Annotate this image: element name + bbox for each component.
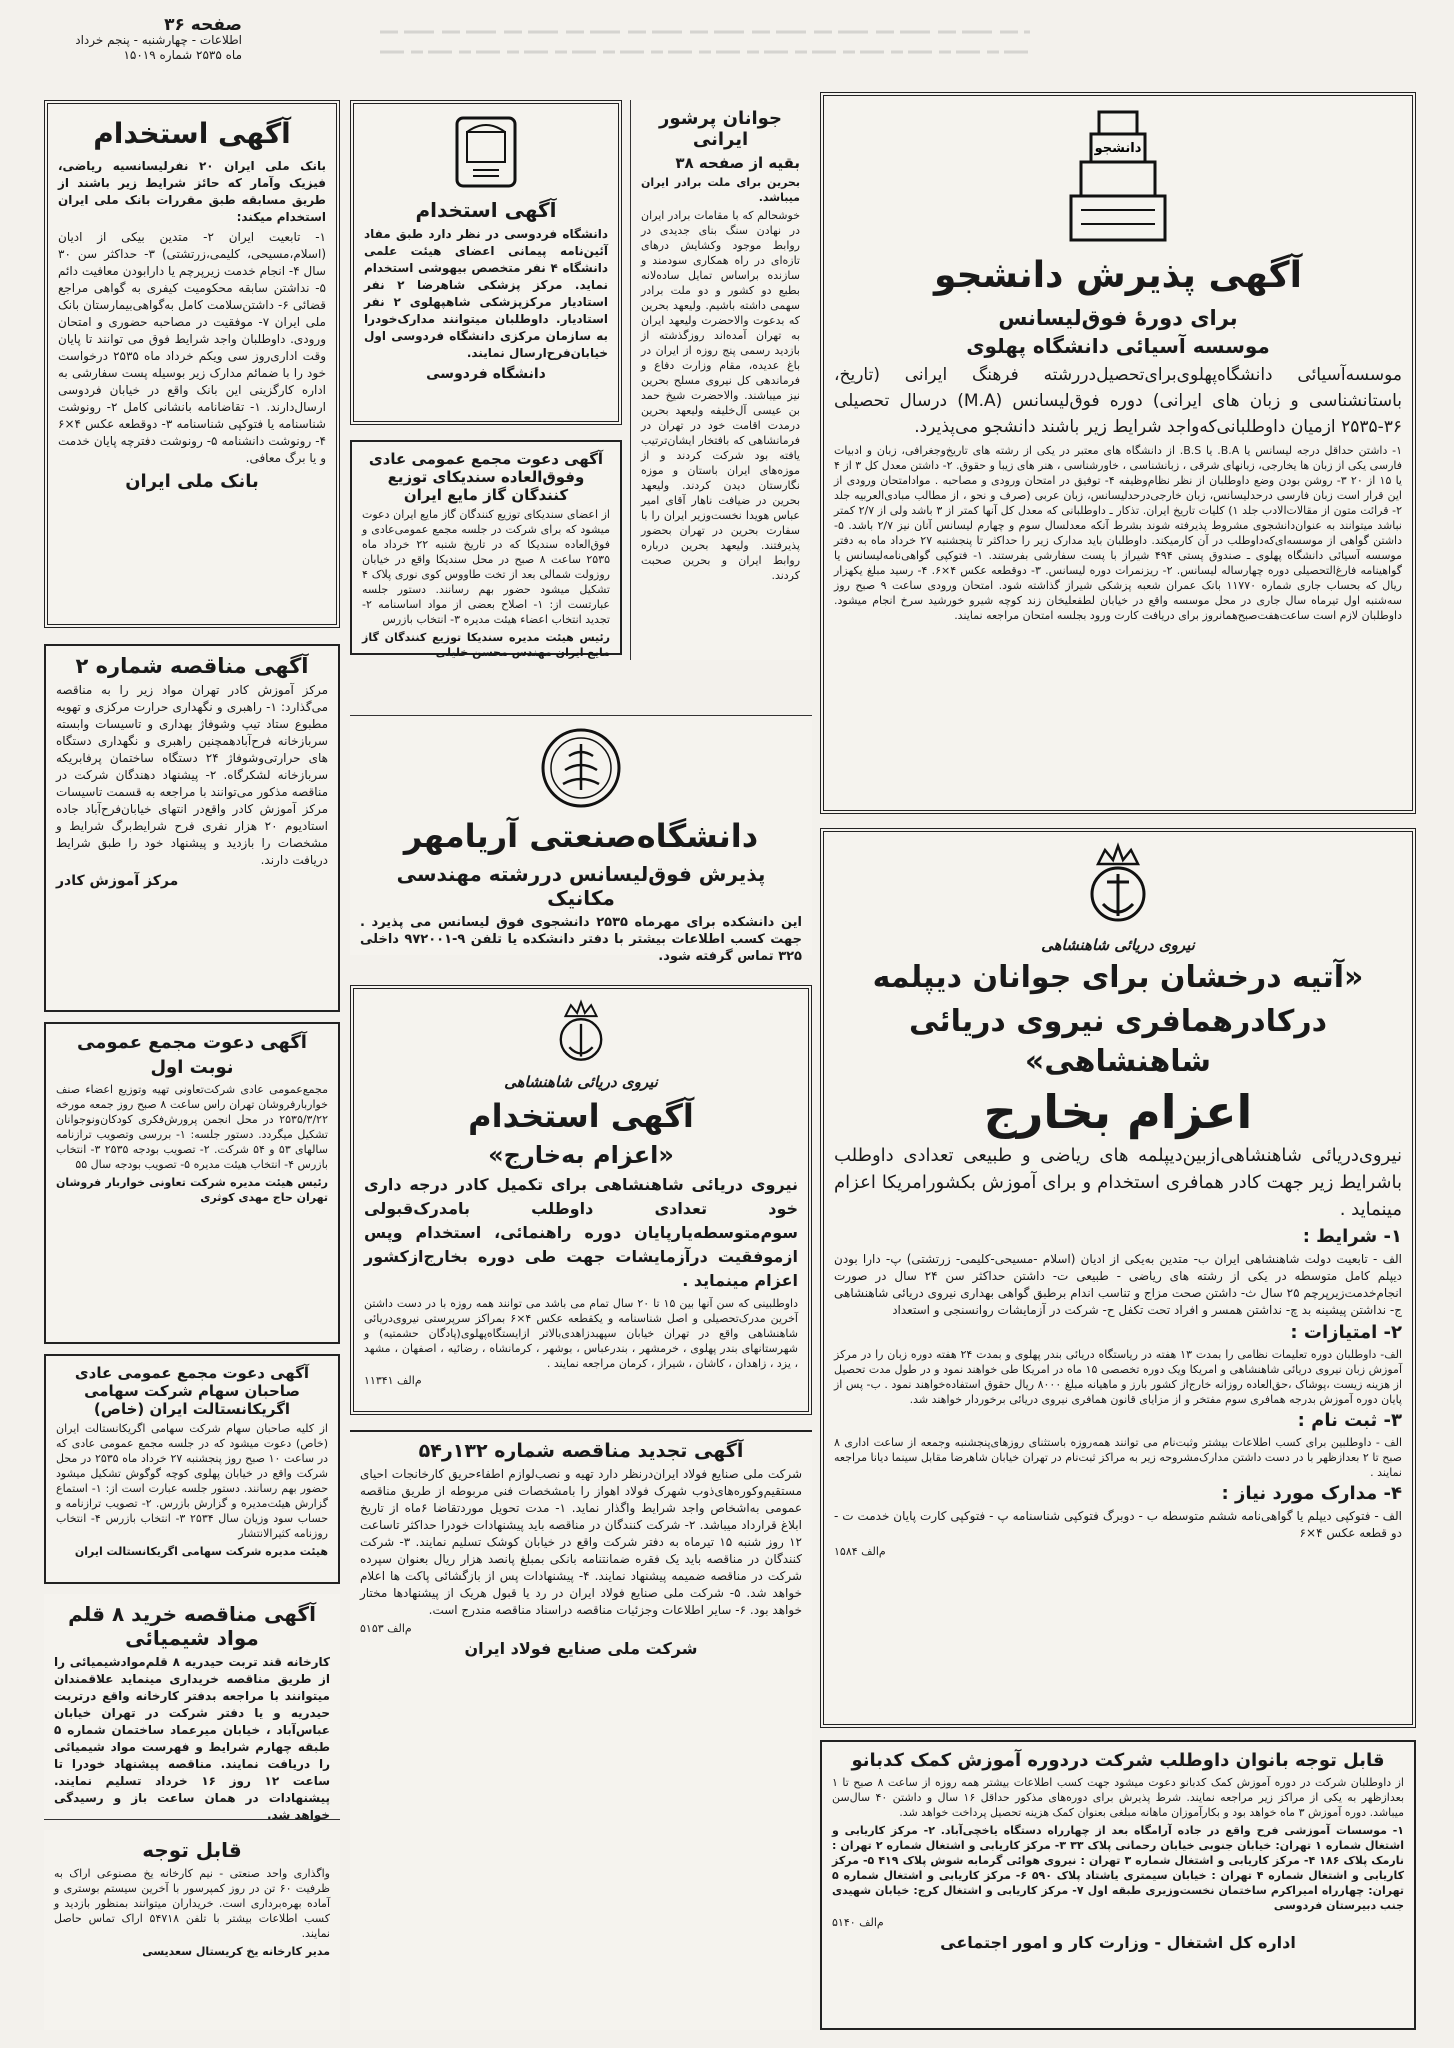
ferdowsi-logo [364, 114, 608, 194]
women-ad-code: م‌الف ۵۱۴۰ [832, 1916, 884, 1929]
women-ad-body: از داوطلبان شرکت در دوره آموزش کمک کدبانو دعوت میشود جهت کسب اطلاعات بیشتر همه روزه از ساعت ۸ صبح تا ۱ بعدازظهر به یکی از مراکز زیر مراجعه نمایند. شرط پذیرش برای دوره‌های مذکور حداقل ۱۶ سال و داشتن ۴۰ سال‌سن میباشد. دوره آموزش ۳ ماه خواهد بود و بکارآموزان ماهانه مبلغی بعنوان کمک هزینه تحصیل پرداخت خواهد شد. [832, 1776, 1405, 1819]
navy-recruit-emblem [364, 999, 798, 1069]
tender2-title: آگهی مناقصه شماره ۲ [75, 654, 309, 678]
show-through-texture [380, 18, 1030, 73]
aryamehr-body: این دانشکده برای مهرماه ۲۵۳۵ دانشجوی فوق لیسانس می پذیرد . جهت کسب اطلاعات بیشتر با دفتر دانشکده یا تلفن ۹-۹۷۲۰۰۱ داخلی ۳۲۵ تماس گرفته شود. [360, 915, 803, 964]
shareholders-title: آگهی دعوت مجمع عمومی عادی صاحبان سهام شرکت سهامی اگریکانستالت ایران (خاص) [74, 1364, 310, 1418]
navy-ad-code: م‌الف ۱۵۸۴ [834, 1545, 886, 1558]
navy-section-4: ۴- مدارک مورد نیاز : [1221, 1483, 1402, 1504]
gas-signature: رئیس هیئت مدیره سندیکا توزیع کنندگان گاز مایع ایران مهندس محسن خلیلی [362, 631, 610, 659]
ad-tender-2 [44, 644, 340, 1012]
steel-body: شرکت ملی صنایع فولاد ایران‌درنظر دارد تهیه و نصب‌لوازم اطفاءحریق کارخانجات احیای مستقیم‌وکوره‌های‌ذوب شهرک فولاد اهواز را بامشخصات فنی مربوطه از طریق مناقصه عمومی به‌اشخاص واجد شرایط واگذار نماید. ۱- مدت تحویل موردتقاضا ۶ماه از تاریخ ابلاغ قرارداد میباشد. ۲- شرکت کنندگان در مناقصه باید پیشنهادات خودرا حداکثر تاساعت ۱۲ روز شنبه ۱۵ تیرماه به دفتر شرکت واقع در خیابان کوشک تسلیم نمایند. ۳- شرکت کنندگان در مناقصه باید یک فقره ضمانتنامه بانکی بمبلغ پانصد هزار ریال بعنوان سپرده شرکت در مناقصه ضمیمه پیشنهاد نمایند. ۴- پیشنهادات پس از بازگشائی پاکت ها اعلام خواهد شد. ۵- شرکت ملی صنایع فولاد ایران در رد یا قبول هریک از پیشنهادها مختار خواهد بود. ۶- سایر اطلاعات وجزئیات مناقصه دراسناد مناقصه مندرج است. [360, 1467, 803, 1617]
gas-body: از اعضای سندیکای توزیع کنندگان گاز مایع ایران دعوت میشود که برای شرکت در جلسه مجمع عمومی‌عادی و فوق‌العاده سندیکا که در تاریخ شنبه ۲۲ خرداد ماه ۲۵۳۵ ساعت ۸ صبح در محل سندیکا واقع در خیابان روزولت شمالی بعد از تخت طاووس کوی نوری پلاک ۴ تشکیل میشود حضور بهم رسانند. دستور جلسه عبارتست از: ۱- اصلاح بعضی از مواد اساسنامه ۲- تجدید انتخاب اعضاء هیئت مدیره ۳- انتخاب بازرس [362, 508, 610, 626]
navy-recruit-title: آگهی استخدام [468, 1097, 694, 1135]
ad-tender-chemicals [44, 1594, 340, 1820]
navy-section-1-body: الف - تابعیت دولت شاهنشاهی ایران ب- متدین به‌یکی از ادیان (اسلام -مسیحی-کلیمی- زرتشتی) پ- دارا بودن دیپلم کامل متوسطه در یکی از رشته های ریاضی - طبیعی ت- داشتن حداکثر سن ۲۴ سال در صورت انجام‌خدمت‌زیرپرچم ۲۵ سال ث- داشتن صحت مزاج و تناسب اندام برطبق گواهی بهداری نیروی دریائی شاهنشاهی ج- نداشتن پیشینه بد چ- نداشتن همسر و افراد تحت تکفل ح- شرکت در آزمایشات روانسنجی و استعداد [834, 1252, 1402, 1317]
navy-section-4-body: الف - فتوکپی دیپلم یا گواهی‌نامه ششم متوسطه ب - دوبرگ فتوکپی شناسنامه پ - فتوکپی کارت پایان خدمت ت - دو قطعه عکس ۴×۶ [834, 1509, 1402, 1540]
university-ad-intro: موسسه‌آسیائی دانشگاه‌پهلوی‌برای‌تحصیل‌دررشته فرهنگ ایرانی (تاریخ، باستانشناسی و زبان های ایرانی) دوره فوق‌لیسانس (M.A) درسال تحصیلی ۳۶-۲۵۳۵ ازمیان داوطلبانی‌که‌واجد شرایط زیر باشند دانشجو می‌پذیرد. [834, 365, 1402, 437]
aryamehr-logo [360, 726, 802, 810]
university-ad-subtitle: برای دورهٔ فوق‌لیسانس [998, 306, 1238, 330]
ad-general-assembly [44, 1022, 340, 1344]
navy-section-3-body: الف - داوطلبین برای کسب اطلاعات بیشتر وثبت‌نام می توانند همه‌روزه باستثنای روزهای‌پنجشنبه وجمعه از ساعت اداری ۸ صبح تا ۲ بعدازظهر با در دست داشتن مدارک‌مشروحه زیر به مراکز ثبت‌نام در تهران خیابان شاهرضا مقابل سینما دیانا مراجعه نمایند . [834, 1436, 1402, 1479]
navy-recruit-emblem-caption: نیروی دریائی شاهنشاهی [504, 1073, 658, 1091]
bahrain-body: خوشحالم که با مقامات برادر ایران در نهادن سنگ بنای جدیدی در روابط موجود وکشایش درهای تازه‌ای در راه همکاری سودمند و سازنده براساس تمایل ساده‌لانه بطبع دو کشور و دو ملت برادر سهمی داشته باشیم. ولیعهد بحرین که بدعوت والاحضرت ولیعهد ایران به تهران آمده‌اند روزگذشته از بازدید رسمی پنج روزه از ایران در باغ عدیده، مقام وزارت دفاع و فرماندهی کل نیروی مسلح بحرین نیز میباشند. والاحضرت شیخ حمد بن عیسی آل‌خلیفه ولیعهد بحرین درمدت اقامت خود در تهران در فرمانشاهی که بافتخار ایشان‌ترتیب یافته بود شرکت کردند و از موزه‌های ایران باستان و موزه نگارستان دیدن کردند. ولیعهد بحرین در ضیافت ناهار آقای امیر عباس هویدا نخست‌وزیر ایران را با سفارت بحرین در تهران بحضور پذیرفتند. ولیعهد بحرین درباره روابط ایران و بحرین صحبت کردند. [641, 209, 800, 582]
women-ad-signature: اداره کل اشتغال - وزارت کار و امور اجتماعی [940, 1933, 1296, 1952]
page-number: صفحه ۳۶ [164, 15, 242, 35]
navy-recruit-body: داوطلبینی که سن آنها بین ۱۵ تا ۲۰ سال تمام می باشد می توانند همه روزه با در دست داشتن آخرین مدرک‌تحصیلی و اصل شناسنامه و یکقطعه عکس ۴×۶ بمراکز سرپرستی نیروی‌دریائی شاهنشاهی واقع در تهران خیابان سپهبد‌زاهدی‌بالاتر ازایستگاه‌پهلوی(پادگان حشمتیه) و شهرستانهای بندر پهلوی ، خرمشهر ، بندرعباس ، بوشهر ، کرمانشاه ، رضائیه ، اصفهان ، مشهد ، یزد ، زاهدان ، کاشان ، شیراز ، کرمان مراجعه نمایند . [364, 1297, 798, 1370]
aryamehr-title: دانشگاه‌صنعتی آریامهر [403, 817, 759, 855]
university-ad-org: موسسه آسیائی دانشگاه پهلوی [966, 334, 1270, 358]
ad-steel-tender [350, 1430, 812, 2030]
ad-notice [44, 1830, 340, 2030]
bank-intro: بانک ملی ایران ۲۰ نفرلیسانسیه ریاضی، فیزیک وآمار که حائز شرایط زیر باشند از طریق مسابقه طبق مقررات بانک ملی ایران استخدام میکند: [58, 159, 326, 224]
assembly-title: آگهی دعوت مجمع عمومی [77, 1032, 307, 1053]
ad-gas-syndicate [350, 440, 622, 659]
bank-body: ۱- تابعیت ایران ۲- متدین بیکی از ادیان (اسلام،مسیحی، کلیمی،زرتشتی) ۳- حداکثر سن ۳۰ سال ۴- انجام خدمت زیرپرچم یا دارابودن معافیت دائم ۵- نداشتن سابقه محکومیت کیفری به گواهی مراجع قضائی ۶- داشتن‌سلامت کامل به‌گواهی‌بیمارستان بانک ملی ایران ۷- موفقیت در مصاحبه حضوری و امتحان ورودی. داوطلبان واجد شرایط فوق می توانند تا پایان وقت اداری‌روز سی ویکم خرداد ماه ۲۵۳۵ درخواست خود را با ضمائم مدارک زیر بوسیله پست سفارشی به اداره کارگزینی این بانک واقع در خیابان فردوسی ارسال‌دارند. ۱- تقاضانامه بانشانی کامل ۲- رونوشت شناسنامه یا فتوکپی شناسنامه ۳- دوقطعه عکس ۴×۶ ۴- رونوشت دانشنامه ۵- رونوشت دفترچه پایان خدمت و یا برگ معافی. [58, 230, 326, 465]
bank-title: آگهی استخدام [93, 117, 291, 150]
ferdowsi-signature: دانشگاه فردوسی [426, 366, 546, 382]
assembly-signature: رئیس هیئت مدیره شرکت تعاونی خواربار فروشان تهران حاج مهدی کوثری [56, 1176, 328, 1204]
notice-signature: مدیر کارخانه یخ کریستال سعدیسی [142, 1945, 330, 1958]
chemicals-body: کارخانه قند تربت حیدریه ۸ قلم‌موادشیمیائی را از طریق مناقصه خریداری مینماید علاقمندان میتوانند با مراجعه بدفتر کارخانه واقع درتربت حیدریه و یا دفتر شرکت در تهران خیابان عباس‌آباد ، خیابان میرعماد ساختمان شماره ۵ طبقه چهارم شرایط و فهرست مواد شیمیائی را دریافت نمایند. مناقصه پیشنهاد خودرا تا ساعت ۱۲ روز ۱۶ خرداد تسلیم نمایند. پیشنهادات در همان ساعت باز و رسیدگی خواهد شد. [54, 1655, 331, 1822]
ad-ferdowsi [350, 100, 622, 425]
women-ad-title: قابل توجه بانوان داوطلب شرکت دردوره آموزش کمک کدبانو [851, 1750, 1385, 1771]
ad-navy-recruitment [350, 985, 812, 1415]
ad-navy-cadets [820, 828, 1416, 1728]
notice-body: واگذاری واحد صنعتی - نیم کارخانه یخ مصنوعی اراک به ظرفیت ۶۰ تن در روز کمپرسور با آخرین سیستم بوستری و آماده بهره‌برداری است. خریداران میتوانند بمنظور بازدید و کسب اطلاعات بیشتر با تلفن ۵۴۷۱۸ اراک تماس حاصل نمایند. [54, 1867, 331, 1940]
navy-emblem-caption: نیروی دریائی شاهنشاهی [1041, 936, 1195, 954]
header-issue: ماه ۲۵۳۵ شماره ۱۵۰۱۹ [123, 48, 242, 62]
ad-shareholders-assembly [44, 1354, 340, 1584]
assembly-subtitle: نوبت اول [150, 1057, 234, 1078]
bahrain-subtitle: بقیه از صفحه ۳۸ [675, 154, 800, 172]
navy-section-2: ۲- امتیازات : [1290, 1322, 1402, 1343]
navy-recruit-code: م‌الف ۱۱۳۴۱ [364, 1374, 422, 1387]
article-bahrain [630, 100, 810, 660]
navy-section-2-body: الف- داوطلبان دوره تعلیمات نظامی را بمدت ۱۳ هفته در ریاستگاه دریائی بندر پهلوی و بمدت ۲۴ هفته دوره زبان را در مرکز آموزش زبان نیروی دریائی شاهنشاهی و امریکا ویک دوره تخصصی ۱۵ ماه در امریکا طی خواهند نمود و در طول مدت تحصیل از هزینه زیست ،پوشاک ،حق‌العاده روزانه خارج‌از کشور بارز و ماهیانه مبلغ ۸۰۰۰ ریال حقوق استفاده‌خواهند نمود . ب- پس از پایان دوره آموزش بدرجه همافری سوم مفتخر و از مزایای قانون همافری نیروی دریائی برخوردار خواهند شد. [834, 1348, 1403, 1406]
tender2-body: مرکز آموزش کادر تهران مواد زیر را به مناقصه می‌گذارد: ۱- راهبری و نگهداری حرارت مرکزی و تهویه مطبوع ستاد تیپ وشوفاژ بهداری و تاسیسات وابسته سربازخانه فرح‌آبادهمچنین راهبری و نگهداری دستگاه های حرارتی‌وشوفاژ ۲۴ دستگاه ساختمان پرفابریکه سربازخانه لشکرگاه. ۲- پیشنهاد دهندگان شرکت در مناقصه مذکور می‌توانند با مراجعه به قسمت تاسیسات مرکز آموزش کادر واقع‌در انتهای خیابان‌فرح‌آباد جاده استادیوم ۲۰ هزار نفری فرح شرایط‌برگ شرایط و مشخصات را بازدید و پیشنهاد خود را طبق شرایط دریافت دارند. [56, 683, 329, 867]
shareholders-signature: هیئت مدیره شرکت سهامی اگریکانستالت ایران [74, 1545, 328, 1558]
bahrain-lead: بحرین برای ملت برادر ایران میباشد. [641, 176, 800, 204]
navy-emblem [834, 842, 1402, 932]
header-date: اطلاعات - چهارشنبه - پنجم خرداد [75, 33, 242, 47]
navy-recruit-subtitle: «اعزام به‌خارج» [488, 1141, 674, 1169]
women-ad-list: ۱- موسسات آموزشی فرح واقع در جاده آرامگاه بعد از چهارراه دستگاه یاخچی‌آباد. ۲- مرکز کاریابی و اشتغال شماره ۱ تهران‌: خیابان جنوبی خیابان رحمانی پلاک ۳۳ ۳- مرکز کاریابی و اشتغال شماره ۲ تهران : نارمک پلاک ۱۸۶ ۴- مرکز کاریابی و اشتغال شماره ۳ تهران : نیروی هوائی گرمابه شوش پلاک ۴۱۹ ۵- مرکز کاریابی و اشتغال شماره ۴ تهران : خیابان سیمتری یاشتاد پلاک ۵۹۰ ۶- مرکز کاریابی و اشتغال شماره ۵ تهران: چهارراه امیراکرم ساختمان نخست‌وزیری طبقه اول ۷- مرکز کاریابی و اشتغال کرج: خیابان شهیدی جنب دبیرستان فردوسی [832, 1824, 1404, 1912]
faded-background-lines [380, 18, 1030, 73]
ad-bank-melli [44, 100, 340, 628]
navy-crown-anchor-icon-small [546, 999, 616, 1069]
navy-crown-anchor-icon [1073, 842, 1163, 932]
ad-aryamehr [350, 715, 812, 964]
aryamehr-subtitle: پذیرش فوق‌لیسانس دررشته مهندسی مکانیک [396, 862, 766, 910]
navy-headline-2: درکادرهمافری نیروی دریائی شاهنشاهی» [908, 1004, 1328, 1079]
ferdowsi-body: دانشگاه فردوسی در نظر دارد طبق مفاد آئین‌نامه پیمانی اعضای هیئت علمی دانشگاه ۴ نفر متخصص بیهوشی استخدام نماید. مرکز پزشکی شاهرضا ۲ نفر استادیار مرکزپزشکی شاهپهلوی ۲ نفر استادیار. داوطلبان میتوانند مدارک‌خودرا به سازمان مرکزی دانشگاه فردوسی اول خیابان‌فرح‌ارسال نمایند. [364, 227, 608, 360]
navy-recruit-lead: نیروی دریائی شاهنشاهی برای تکمیل کادر درجه داری خود تعدادی داوطلب بامدرک‌قبولی سوم‌متوسطه‌یارپایان دوره راهنمائی، استخدام وپس ازموفقیت درآزمایشات جهت طی دوره بخارج‌ازکشور اعزام مینماید . [364, 1175, 798, 1290]
logo-word: دانشجو [1094, 141, 1142, 156]
university-logo [834, 106, 1402, 246]
assembly-body: مجمع‌عمومی عادی شرکت‌تعاونی تهیه وتوزیع اعضاء صنف خواربار‌فروشان تهران راس ساعت ۸ صبح روز جمعه مورخه ۲۵۳۵/۳/۲۲ در محل انجمن پرورش‌فکری کودکان‌ونوجوانان تشکیل میگردد. دستور جلسه: ۱- بررسی وتصویب ترازنامه سالهای ۵۳ و ۵۴ شرکت. ۲- تصویب بودجه ۲۵۳۵ ۳- انتخاب بازرس ۴- انتخاب هیئت مدیره ۵- تصویب بودجه سال ۵۵ [56, 1083, 328, 1171]
university-ad-title: آگهی پذیرش دانشجو [934, 255, 1302, 296]
chemicals-title: آگهی مناقصه خرید ۸ قلم مواد شیمیائی [68, 1602, 316, 1650]
bahrain-title: جوانان پرشور ایرانی [659, 108, 782, 150]
navy-headline-3: اعزام بخارج [983, 1085, 1253, 1139]
notice-title: قابل توجه [142, 1838, 242, 1862]
ferdowsi-title: آگهی استخدام [415, 198, 557, 222]
ferdowsi-emblem-icon [451, 114, 521, 194]
university-ad-body: ۱- داشتن حداقل درجه لیسانس یا B.A. یا B.S. از دانشگاه های معتبر در یکی از رشته های تاریخ‌وجغرافی، زبان و ادبیات فارسی یکی از زبان ها یخارجی، زبانهای شرقی ، زبانشناسی ، خاورشناسی ، هنر های زیبا و حقوق. ۲- داشتن معدل کل ۳ از ۴ یا ۱۵ از ۲۰ ۳- روشن بودن وضع داوطلبان از نظر نظام‌وظیفه ۴- توفیق در امتحان ورودی و مصاحبه . موادامتحان ورودی از این قرار است زبان فارسی درحدلیسانس، زبان خارجی‌درحدلیسانس، زبان عربی (صرف و نحو ، از مطالب مبادی‌العربیه جلد ۲- قرائت متون از مقالات‌الادب جلد ۱) کلیات تاریخ ایران. تذکار ـ داوطلبانی که معدل کل آنها کمتر از ۳ باشد ولی از ۲/۷ کمتر نباشد میتوانند به عنوان‌دانشجوی مشروط پذیرفته شوند بشرط آنکه معدلسال سوم و چهارم لیسانس آنان نیز ۲/۷ باشد. ۵- داشتن گواهی از موسسه‌ای‌که‌داوطلب در آن کار‌میکند. داوطلبان باید مدارک زیر را حداکثر تا پنجشنبه ۲۷ خرداد ماه به دفتر موسسه آسیائی دانشگاه پهلوی ـ صندوق پستی ۴۹۴ شیراز با پست سفارشی بفرستند. ۱- فتوکپی گواهی‌نامه‌لیسانس یا گواهینامه فارغ‌التحصیلی دوره چهارساله لیسانس. ۲- ریزنمرات دوره لیسانس. ۳- دوقطعه عکس ۴×۶. ۴- رسید مبلغ یکهزار ریال که بحساب جاری شماره ۱۱۷۷۰ بانک عمران شعبه پزشکی شیراز گذاشته شود. امتحان ورودی ساعت ۹ صبح روز سه‌شنبه اول تیرماه سال جاری در محل موسسه واقع در خیابان لطفعلیخان زند کوچه شیرو خورشید سرخ انجام میشود. داوطلبان لازم است ساعت‌هفت‌صبح‌همانروز برای دریافت کارت ورود بجلسه امتحان مراجعه نمایند. [834, 444, 1403, 622]
gas-title: آگهی دعوت مجمع عمومی عادی وفوق‌العاده سندیکای توزیع کنندگان گاز مایع ایران [368, 450, 604, 504]
steel-signature: شرکت ملی صنایع فولاد ایران [464, 1639, 698, 1658]
ad-university-admission [820, 92, 1416, 814]
navy-headline-1: «آتیه درخشان برای جوانان دیپلمه [872, 960, 1364, 995]
ad-women-training [820, 1740, 1416, 2030]
tower-logo-icon [1063, 106, 1173, 246]
aryamehr-emblem-icon [539, 726, 623, 810]
navy-section-3: ۳- ثبت نام : [1297, 1410, 1402, 1431]
page-header [42, 15, 242, 63]
navy-section-1: ۱- شرایط : [1302, 1226, 1402, 1247]
steel-code: م‌الف ۵۱۵۳ [360, 1622, 412, 1635]
navy-intro: نیروی‌دریائی شاهنشاهی‌ازبین‌دیپلمه های ریاضی و طبیعی تعدادی داوطلب باشرایط زیر جهت کادر همافری استخدام و برای آموزش بکشورامریکا اعزام مینماید . [834, 1145, 1402, 1220]
shareholders-body: از کلیه صاحبان سهام شرکت سهامی اگریکانستالت ایران (خاص) دعوت میشود که در جلسه مجمع عمومی عادی که در ساعت ۱۰ صبح روز پنجشنبه ۲۷ خرداد ماه ۲۵۳۵ در محل شرکت واقع در خیابان پهلوی کوچه گوگوش تشکیل میشود حضور بهم رسانند. دستور جلسه عبارت است از: ۱- استماع گزارش هیئت‌مدیره و گزارش بازرس. ۲- تصویب ترازنامه و حساب سود وزیان سال ۲۵۳۴ ۳- انتخاب بازرس ۴- انتخاب روزنامه کثیرالانتشار [56, 1422, 329, 1540]
steel-title: آگهی تجدید مناقصه شماره ۱۳۲ر۵۴ [418, 1440, 744, 1462]
tender2-signature: مرکز آموزش کادر [56, 873, 179, 889]
bank-signature: بانک ملی ایران [125, 471, 259, 492]
